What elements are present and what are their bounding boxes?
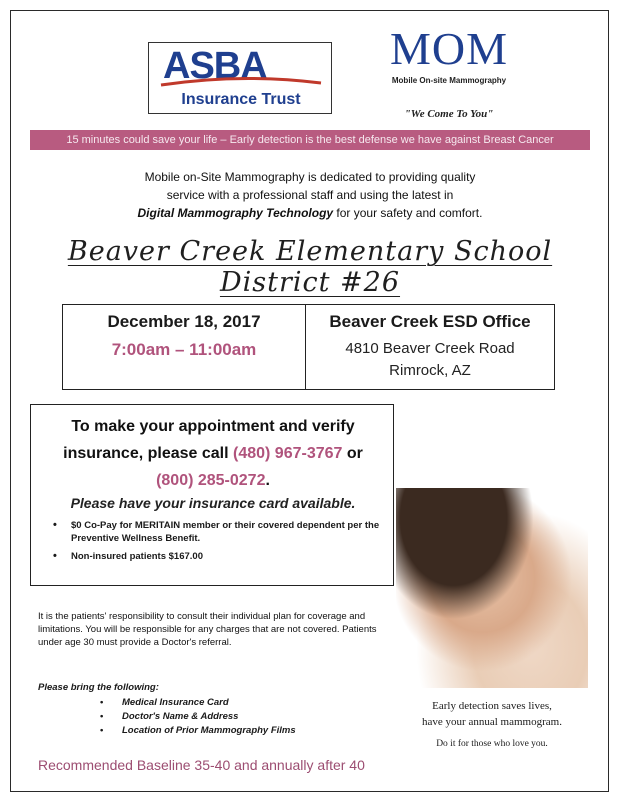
mom-logo-text: MOM (389, 23, 509, 74)
location-name: Beaver Creek ESD Office (329, 312, 531, 331)
list-item: • Doctor's Name & Address (100, 710, 296, 724)
event-time: 7:00am – 11:00am (111, 340, 257, 359)
caption-line: Do it for those who love you. (436, 739, 548, 749)
appointment-text: or (342, 445, 363, 462)
copay-list (53, 519, 383, 568)
list-item: • $0 Co-Pay for MERITAIN member or their covered dependent per the Preventive Wellness Benefit. (53, 519, 383, 545)
appointment-box (30, 404, 394, 586)
asba-logo-subtitle: Insurance Trust (181, 91, 301, 108)
asba-logo (148, 42, 332, 114)
intro-paragraph (120, 168, 500, 222)
location-street: 4810 Beaver Creek Road (345, 340, 515, 357)
intro-line-rest: for your safety and comfort. (333, 206, 483, 220)
photo-caption (396, 698, 588, 752)
intro-line: service with a professional staff and using the latest in (166, 188, 454, 202)
bring-heading: Please bring the following: (38, 682, 159, 693)
mom-logo-subtitle: Mobile On-site Mammography (391, 76, 507, 85)
mom-tagline: "We Come To You" (404, 108, 494, 120)
event-date-box (62, 304, 306, 390)
caption-line: have your annual mammogram. (422, 716, 562, 728)
phone-number-primary[interactable]: (480) 967-3767 (233, 445, 343, 462)
intro-line (120, 204, 500, 222)
bring-list (100, 696, 296, 738)
appointment-line: To make your appointment and verify (71, 418, 355, 435)
appointment-instructions (41, 413, 385, 494)
baseline-recommendation: Recommended Baseline 35-40 and annually after 40 (38, 757, 365, 773)
awareness-banner: 15 minutes could save your life – Early detection is the best defense we have against Breast Cancer (30, 130, 590, 150)
appointment-text: . (265, 472, 270, 489)
list-item: • Medical Insurance Card (100, 696, 296, 710)
caption-line: Early detection saves lives, (432, 700, 552, 712)
district-title: Beaver Creek Elementary School District #26 (67, 236, 553, 298)
event-date: December 18, 2017 (107, 312, 261, 331)
phone-number-secondary[interactable]: (800) 285-0272 (156, 472, 266, 489)
appointment-line (41, 467, 385, 494)
insurance-card-note: Please have your insurance card available. (70, 495, 356, 511)
event-location-box (305, 304, 555, 390)
appointment-line (41, 440, 385, 467)
list-item: • Location of Prior Mammography Films (100, 724, 296, 738)
woman-photo (396, 488, 588, 688)
responsibility-paragraph: It is the patients' responsibility to consult their individual plan for coverage and limitations. You will be responsible for any charges that are not covered. Patients under age 30 must provide a Doctor's referral. (38, 611, 377, 648)
mom-logo (374, 22, 544, 122)
appointment-text: insurance, please call (63, 445, 233, 462)
intro-line: Mobile on-Site Mammography is dedicated to providing quality (144, 170, 476, 184)
asba-logo-text: ASBA (163, 45, 267, 87)
swoosh-icon (159, 75, 323, 89)
location-city: Rimrock, AZ (389, 362, 471, 379)
list-item: • Non-insured patients $167.00 (53, 550, 383, 563)
intro-emphasis: Digital Mammography Technology (137, 206, 334, 220)
